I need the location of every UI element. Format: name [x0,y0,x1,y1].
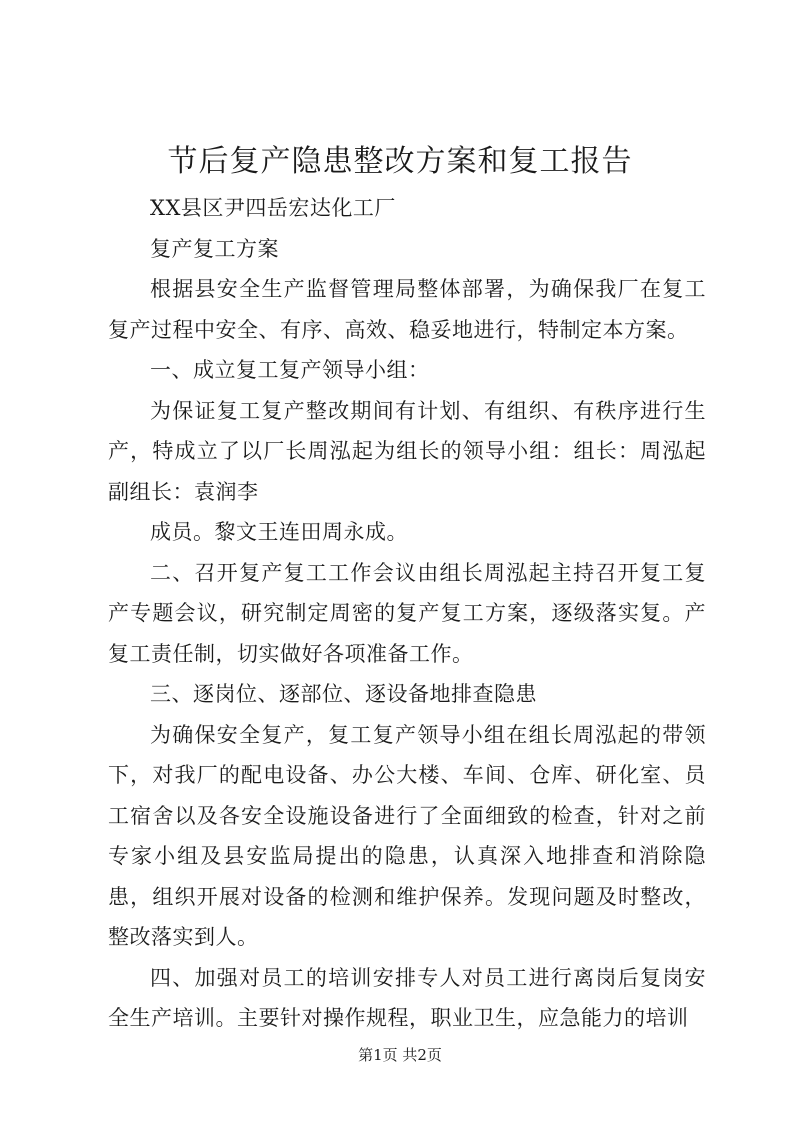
page-number-footer: 第1页 共2页 [358,1046,442,1064]
paragraph-section-4: 四、加强对员工的培训安排专人对员工进行离岗后复岗安全生产培训。主要针对操作规程，职业卫生，应急能力的培训 [108,965,706,1030]
paragraph-factory-name: XX县区尹四岳宏达化工厂 [150,196,396,220]
document-body [108,188,706,1039]
paragraph-plan-title: 复产复工方案 [150,236,279,261]
paragraph-section-1-heading: 一、成立复工复产领导小组： [150,358,430,382]
document-title: 节后复产隐患整改方案和复工报告 [167,144,633,179]
paragraph-members: 成员。黎文王连田周永成。 [150,520,408,544]
paragraph-section-1-body: 为保证复工复产整改期间有计划、有组织、有秩序进行生产，特成立了以厂长周泓起为组长的领导小组：组长：周泓起副组长：袁润李 [108,398,706,504]
paragraph-intro: 根据县安全生产监督管理局整体部署，为确保我厂在复工复产过程中安全、有序、高效、稳妥地进行，特制定本方案。 [108,277,706,342]
paragraph-section-3-body: 为确保安全复产，复工复产领导小组在组长周泓起的带领下，对我厂的配电设备、办公大楼、车间、仓库、研化室、员工宿舍以及各安全设施设备进行了全面细致的检查，针对之前专家小组及县安监局提出的隐患，认真深入地排查和消除隐患，组织开展对设备的检测和维护保养。发现问题及时整改，整改落实到人。 [108,722,706,949]
paragraph-section-2: 二、召开复产复工工作会议由组长周泓起主持召开复工复产专题会议，研究制定周密的复产复工方案，逐级落实复。产复工责任制，切实做好各项准备工作。 [108,560,706,666]
paragraph-section-3-heading: 三、逐岗位、逐部位、逐设备地排查隐患 [150,682,537,706]
